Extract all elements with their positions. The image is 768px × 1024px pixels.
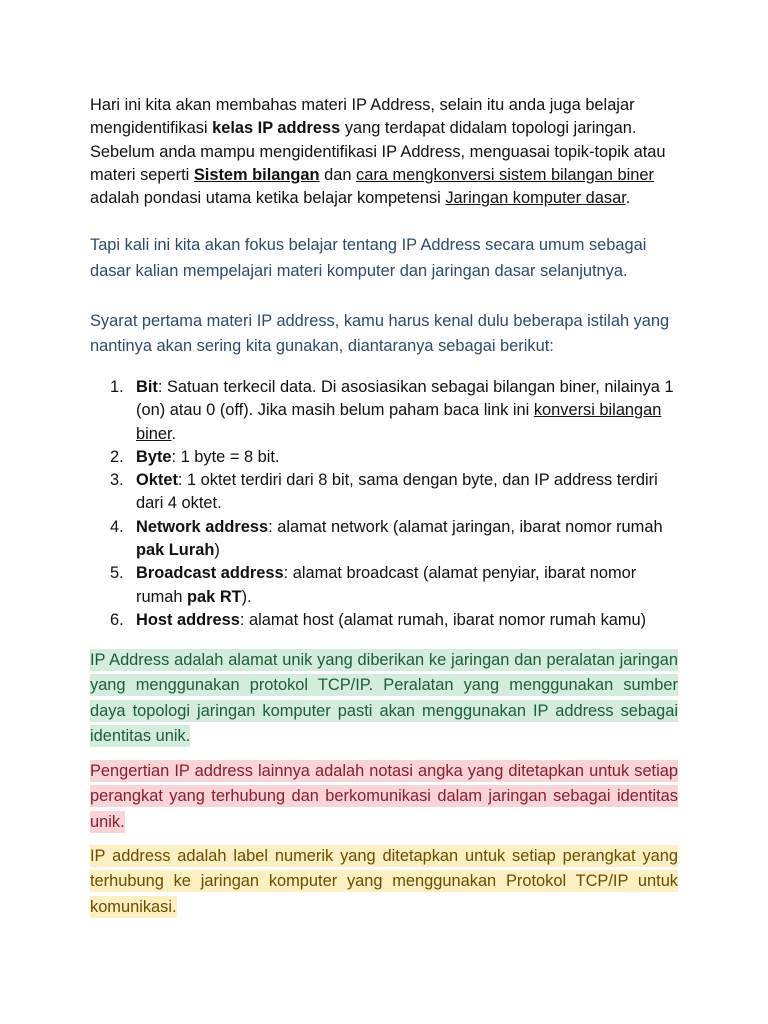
term-broadcast-address: Broadcast address (136, 564, 284, 583)
term-tail: ). (241, 587, 252, 606)
list-number: 3. (110, 471, 124, 490)
list-number: 2. (110, 447, 124, 466)
term-desc: : Satuan terkecil data. Di asosiasikan sebagai bilangan biner, nilainya 1 (on) atau 0 (off). Jika masih belum paham baca link ini (136, 378, 674, 420)
definition-green-text: IP Address adalah alamat unik yang diberikan ke jaringan dan peralatan jaringan yang menggunakan protokol TCP/IP. Peralatan yang menggunakan sumber daya topologi jaringan komputer pasti akan menggunakan IP address sebagai identitas unik. (90, 651, 678, 745)
kelas-ip-address-bold: kelas IP address (212, 119, 341, 138)
list-item (90, 562, 678, 609)
list-number: 4. (110, 517, 124, 536)
jaringan-komputer-dasar-link[interactable]: Jaringan komputer dasar (445, 189, 626, 208)
terms-list (90, 376, 678, 632)
term-tail: . (171, 424, 177, 443)
list-item (90, 376, 678, 446)
intro-text-1: Hari ini kita akan membahas materi IP Address, selain itu anda juga belajar mengidentifikasi (90, 96, 635, 138)
definition-yellow (90, 844, 678, 920)
term-desc: : 1 byte = 8 bit. (171, 447, 280, 466)
konversi-biner-link[interactable]: cara mengkonversi sistem bilangan biner (356, 165, 654, 184)
list-number: 5. (110, 564, 124, 583)
focus-paragraph: Tapi kali ini kita akan fokus belajar tentang IP Address secara umum sebagai dasar kalian mempelajari materi komputer dan jaringan dasar selanjutnya. (90, 236, 647, 280)
definition-red-text: Pengertian IP address lainnya adalah notasi angka yang ditetapkan untuk setiap perangkat yang terhubung dan berkomunikasi dalam jaringan sebagai identitas unik. (90, 762, 678, 831)
requirements-paragraph: Syarat pertama materi IP address, kamu harus kenal dulu beberapa istilah yang nantinya akan sering kita gunakan, diantaranya sebagai berikut: (90, 312, 670, 355)
intro-paragraph (90, 94, 678, 210)
definition-red (90, 759, 678, 835)
term-desc: : 1 oktet terdiri dari 8 bit, sama dengan byte, dan IP address terdiri dari 4 oktet. (136, 471, 658, 513)
konversi-bilangan-biner-link[interactable]: konversi bilangan biner (136, 401, 662, 443)
definition-green (90, 648, 678, 749)
list-number: 6. (110, 610, 124, 629)
list-number: 1. (110, 378, 124, 396)
list-item (90, 469, 678, 516)
list-item (90, 516, 678, 563)
term-bold-emphasis: pak Lurah (136, 541, 215, 560)
term-desc: : alamat host (alamat rumah, ibarat nomor rumah kamu) (239, 610, 647, 629)
term-host-address: Host address (136, 610, 240, 629)
list-item (90, 609, 678, 632)
term-bit: Bit (136, 378, 158, 396)
intro-text-5: . (625, 189, 631, 208)
term-bold-emphasis: pak RT (187, 587, 242, 606)
term-network-address: Network address (136, 517, 269, 536)
intro-text-4: adalah pondasi utama ketika belajar kompetensi (90, 189, 446, 208)
term-desc: : alamat network (alamat jaringan, ibarat nomor rumah (268, 517, 663, 536)
definition-yellow-text: IP address adalah label numerik yang ditetapkan untuk setiap perangkat yang terhubung ke jaringan komputer yang menggunakan Protokol TCP/IP untuk komunikasi. (90, 847, 678, 916)
sistem-bilangan-link[interactable]: Sistem bilangan (193, 165, 320, 184)
intro-text-2: yang terdapat didalam topologi jaringan. Sebelum anda mampu mengidentifikasi IP Address, menguasai topik-topik atau materi seperti (90, 119, 666, 184)
intro-text-3: dan (319, 165, 357, 184)
term-desc: : alamat broadcast (alamat penyiar, ibarat nomor rumah (136, 564, 637, 606)
term-byte: Byte (136, 447, 172, 466)
list-item (90, 446, 678, 469)
term-tail: ) (214, 541, 220, 560)
term-oktet: Oktet (136, 471, 178, 490)
